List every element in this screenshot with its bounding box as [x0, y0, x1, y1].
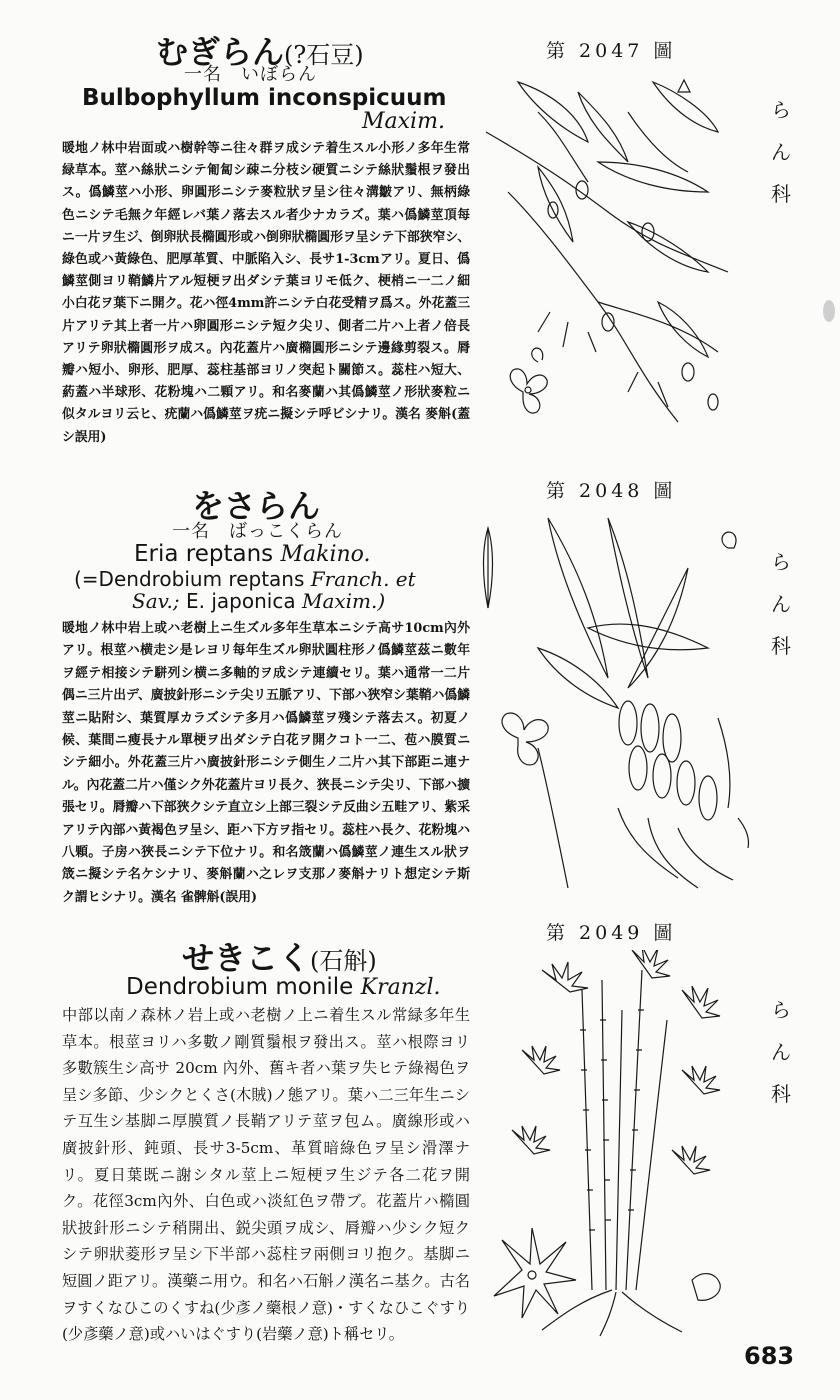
alternate-name: 一名 いぼらん — [184, 64, 317, 85]
figure-label: 第 2047 圖 — [546, 40, 677, 62]
family-label — [766, 100, 796, 226]
family-char: ん — [771, 592, 791, 616]
entry-title — [182, 939, 377, 977]
family-char: ん — [771, 1040, 791, 1064]
species-authority: Kranzl. — [360, 975, 441, 1000]
family-text — [766, 552, 796, 656]
scientific-name: Eria reptans — [134, 541, 274, 567]
title-kanji: (石斛) — [310, 947, 377, 975]
synonym-authority-3: Maxim.) — [301, 589, 386, 613]
synonym-line-2 — [132, 590, 385, 612]
scientific-name: Dendrobium monile — [126, 974, 354, 1000]
scientific-name-line — [126, 975, 441, 999]
alternate-name: 一名 ばっこくらん — [172, 521, 343, 542]
synonym-authority: Franch. et — [310, 567, 416, 591]
title-kana: むぎらん — [156, 33, 285, 71]
entry-sekikoku — [0, 910, 840, 1360]
family-char: ら — [771, 98, 791, 122]
description-text: 暖地ノ林中岩面或ハ樹幹等ニ往々群ヲ成シテ着生スル小形ノ多年生常緑草本。莖ハ絲狀ニシテ匍匐シ疎ニ分枝シ硬質ニシテ絲狀鬚根ヲ發出ス。僞鱗莖ハ小形、卵圓形ニシテ麥粒狀ヲ呈シ往々溝皺アリ、無柄綠色ニシテ毛無ク年經レバ葉ノ落去スル者少ナカラズ。葉ハ僞鱗莖頂每ニ一片ヲ生ジ、倒卵狀長橢圓形或ハ倒卵狀橢圓形ヲ呈シテ下部狹窄シ、綠色或ハ黃綠色、肥厚革質、中脈陷入シ、長サ1-3cmアリ。夏日、僞鱗莖側ヨリ鞘鱗片アル短梗ヲ出ダシテ葉ヨリモ低ク、梗梢ニ一二ノ細小白花ヲ葉下ニ開ク。花ハ徑4mm許ニシテ白花受精ヲ爲ス。外花蓋三片アリテ其上者一片ハ卵圓形ニシテ短ク尖リ、側者二片ハ上者ノ倍長アリテ卵狀橢圓形ヲ成ス。內花蓋片ハ廣橢圓形ニシテ邊緣剪裂ス。脣瓣ハ短小、卵形、肥厚、蕊柱基部ヨリノ突起ト關節ス。蕊柱ハ短大、葯蓋ハ半球形、花粉塊ハ二顆アリ。和名麥蘭ハ其僞鱗莖ノ形狀麥粒ニ似タルヨリ云ヒ、疣蘭ハ僞鱗莖ヲ疣ニ擬シテ呼ビシナリ。漢名 麥斛(蓋シ誤用) — [62, 141, 470, 445]
illustration-eria — [478, 508, 758, 900]
family-text — [766, 1000, 796, 1104]
authority-line — [362, 109, 445, 133]
illustration-dendrobium — [482, 950, 754, 1338]
description-text: 暖地ノ林中岩上或ハ老樹上ニ生ズル多年生草本ニシテ高サ10cm內外アリ。根莖ハ横走シ是レヨリ每年生ズル卵狀圓柱形ノ僞鱗莖茲ニ數年ヲ經テ相接シテ駢列シ横ニ多軸的ヲ成シテ連續セリ。葉ハ通常一二片偶ニ三片出デ、廣披針形ニシテ尖リ五脈アリ、下部ハ狹窄シ葉鞘ハ僞鱗莖ニ貼附シ、葉質厚カラズシテ多月ハ僞鱗莖ヲ殘シテ落去ス。初夏ノ候、葉間ニ瘦長ナル單梗ヲ出ダシテ白花ヲ開クコト一二、苞ハ膜質ニシテ細小。外花蓋三片ハ廣披針形ニシテ側生ノ二片ハ其下部距ニ連ナル。內花蓋二片ハ僅シク外花蓋片ヨリ長ク、狹長ニシテ尖リ、下部ハ擴張セリ。脣瓣ハ下部狹クシテ直立シ上部三裂シテ反曲シ五畦アリ、紫采アリテ內部ハ黃褐色ヲ呈シ、距ハ下方ヲ指セリ。蕊柱ハ長ク、花粉塊ハ八顆。子房ハ狹長ニシテ下位ナリ。和名筬蘭ハ僞鱗莖ノ連生スル狀ヲ筬ニ擬シテ名ケシナリ、麥斛蘭ハ之レヲ支那ノ麥斛ナリト想定シテ斯ク謂ヒシナリ。漢名 雀髀斛(誤用) — [62, 621, 470, 905]
figure-label: 第 2048 圖 — [546, 480, 677, 502]
family-char: ら — [771, 998, 791, 1022]
family-char: 科 — [771, 1082, 791, 1106]
family-char: ら — [771, 550, 791, 574]
illustration-bulbophyllum — [478, 72, 760, 460]
entry-osaran — [0, 470, 840, 910]
title-kana: をさらん — [192, 487, 321, 525]
title-kana: せきこく — [182, 939, 311, 977]
description-text: 中部以南ノ森林ノ岩上或ハ老樹ノ上ニ着生スル常緑多年生草本。根莖ヨリハ多數ノ剛質鬚根ヲ發出ス。莖ハ根際ヨリ多數簇生シ高サ 20cm 內外、舊キ者ハ葉ヲ失ヒテ綠褐色ヲ呈シ多節、少シクとくさ(木賊)ノ態アリ。葉ハ二三年生ニシテ互生シ基脚ニ厚膜質ノ長鞘アリテ莖ヲ包ム。廣線形或ハ廣披針形、鈍頭、長サ3-5cm、革質暗綠色ヲ呈シ滑澤ナリ。夏日葉既ニ謝シタル莖上ニ短梗ヲ生ジテ各二花ヲ開ク。花徑3cm內外、白色或ハ淡紅色ヲ帶ブ。花蓋片ハ橢圓狀披針形ニシテ稍開出、鋭尖頭ヲ成シ、脣瓣ハ少シク短クシテ卵狀菱形ヲ呈シ下半部ハ蕊柱ヲ兩側ヨリ抱ク。基脚ニ短圓ノ距アリ。漢藥ニ用ウ。和名ハ石斛ノ漢名ニ基ク。古名ヲすくなひこのくすね(少彥ノ藥根ノ意)・すくなひこぐすり(少彥藥ノ意)或ハいはぐすり(岩藥ノ意)ト稱セリ。 — [62, 1006, 470, 1344]
scientific-name: Bulbophyllum inconspicuum — [82, 85, 447, 111]
title-kanji: (?石豆) — [284, 41, 364, 69]
family-char: 科 — [771, 182, 791, 206]
entry-mugiran — [0, 0, 840, 470]
synonym-authority-2: Sav.; — [132, 589, 180, 613]
entry-title — [192, 487, 321, 525]
page-number: 683 — [744, 1342, 795, 1370]
family-label — [766, 1000, 796, 1126]
family-char: ん — [771, 140, 791, 164]
species-authority: Maxim. — [362, 109, 445, 134]
family-char: 科 — [771, 634, 791, 658]
synonym-line-1 — [74, 568, 416, 590]
figure-label: 第 2049 圖 — [546, 922, 677, 944]
family-text — [766, 100, 796, 204]
synonym-name-2: E. japonica — [186, 589, 296, 613]
family-label — [766, 552, 796, 678]
scientific-name-line — [134, 542, 371, 566]
synonym-name: (=Dendrobium reptans — [74, 567, 305, 591]
species-authority: Makino. — [280, 542, 371, 567]
